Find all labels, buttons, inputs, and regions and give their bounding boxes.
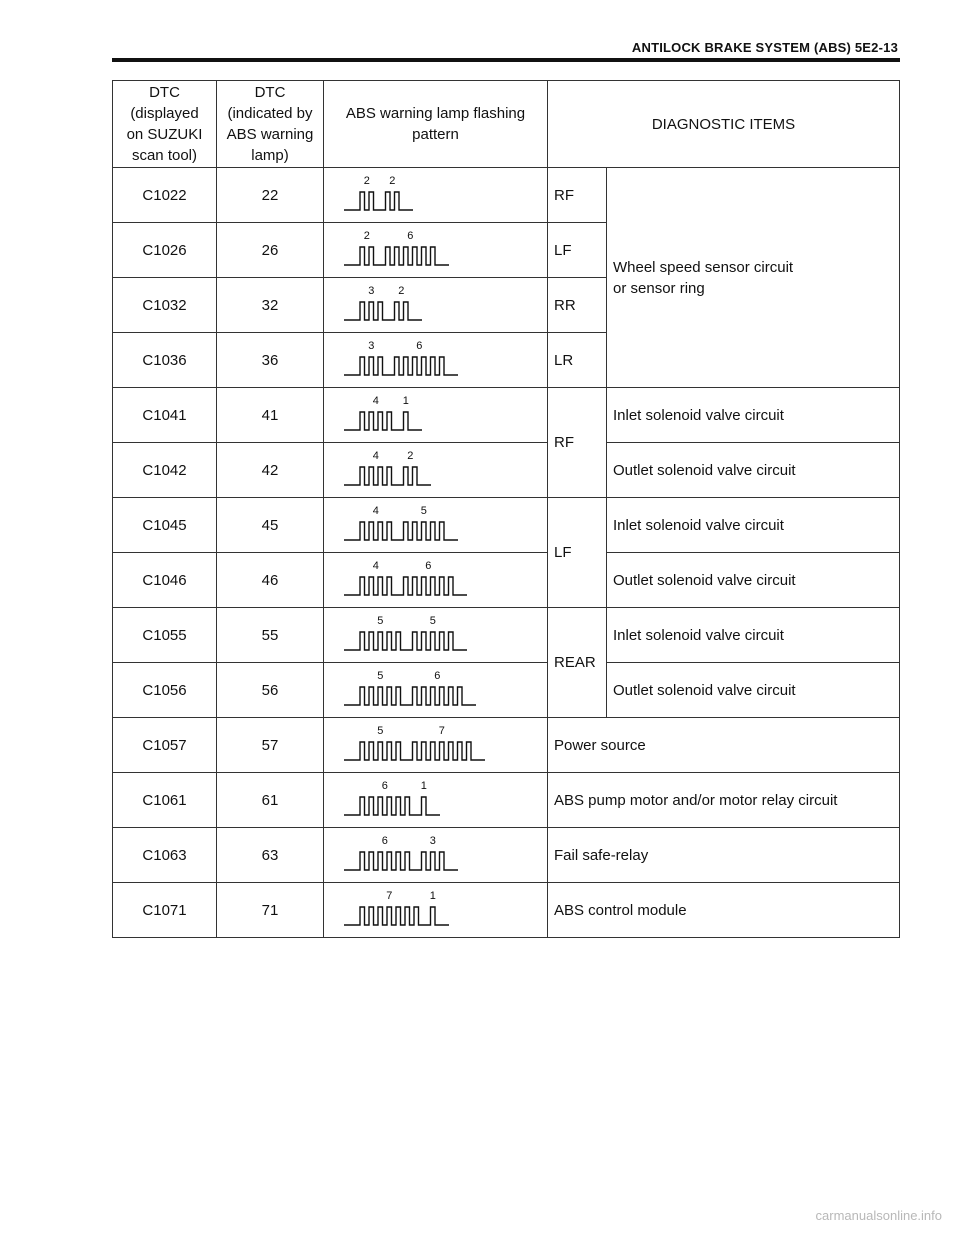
dtc-code-cell: C1063 <box>113 828 217 883</box>
table-row <box>113 553 900 608</box>
tens-digit-label: 4 <box>372 560 379 572</box>
dtc-code-cell: C1036 <box>113 333 217 388</box>
dtc-code-cell: C1071 <box>113 883 217 938</box>
dtc-code-cell: C1055 <box>113 608 217 663</box>
wheel-speed-item-cell: Wheel speed sensor circuit or sensor ring <box>607 168 900 388</box>
flashing-pattern-cell <box>324 443 548 498</box>
ones-digit-label: 6 <box>407 230 414 242</box>
ones-digit-label: 6 <box>434 670 441 682</box>
ones-digit-label: 6 <box>416 340 423 352</box>
ones-digit-label: 2 <box>389 175 396 187</box>
dtc-code-cell: C1046 <box>113 553 217 608</box>
lamp-code-cell: 57 <box>217 718 324 773</box>
flashing-pattern-waveform <box>324 388 548 442</box>
lamp-code-cell: 32 <box>217 278 324 333</box>
tens-digit-label: 5 <box>377 725 384 737</box>
diagnostic-item-cell: Outlet solenoid valve circuit <box>607 443 900 498</box>
ones-digit-label: 6 <box>425 560 432 572</box>
diagnostic-item-cell: Fail safe-relay <box>548 828 900 883</box>
lamp-code-cell: 55 <box>217 608 324 663</box>
tens-digit-label: 2 <box>363 175 370 187</box>
table-header-row <box>113 81 900 168</box>
table-row <box>113 663 900 718</box>
wheel-position-cell: LF <box>548 223 607 278</box>
header-rule <box>112 58 900 62</box>
flashing-pattern-waveform <box>324 553 548 607</box>
flashing-pattern-cell <box>324 828 548 883</box>
ones-digit-label: 5 <box>420 505 427 517</box>
dtc-table <box>112 80 900 938</box>
ones-digit-label: 2 <box>398 285 405 297</box>
lamp-code-cell: 42 <box>217 443 324 498</box>
pulse-train <box>344 357 458 375</box>
tens-digit-label: 3 <box>368 285 375 297</box>
header-dtc-lamp: DTC (indicated by ABS warning lamp) <box>217 81 324 168</box>
ones-digit-label: 1 <box>429 890 436 902</box>
table-row <box>113 168 900 223</box>
flashing-pattern-cell <box>324 278 548 333</box>
diagnostic-item-cell: Inlet solenoid valve circuit <box>607 498 900 553</box>
tens-digit-label: 4 <box>372 395 379 407</box>
flashing-pattern-cell <box>324 388 548 443</box>
lamp-code-cell: 61 <box>217 773 324 828</box>
flashing-pattern-cell <box>324 608 548 663</box>
dtc-code-cell: C1022 <box>113 168 217 223</box>
diagnostic-item-cell: Power source <box>548 718 900 773</box>
ones-digit-label: 3 <box>429 835 436 847</box>
pulse-train <box>344 907 449 925</box>
pulse-train <box>344 467 431 485</box>
pulse-train <box>344 742 485 760</box>
header-flashing-pattern: ABS warning lamp flashing pattern <box>324 81 548 168</box>
dtc-code-cell: C1032 <box>113 278 217 333</box>
ones-digit-label: 5 <box>429 615 436 627</box>
flashing-pattern-cell <box>324 223 548 278</box>
diagnostic-item-cell: Outlet solenoid valve circuit <box>607 553 900 608</box>
tens-digit-label: 6 <box>381 835 388 847</box>
pulse-train <box>344 852 458 870</box>
pulse-train <box>344 302 422 320</box>
tens-digit-label: 7 <box>386 890 393 902</box>
pulse-train <box>344 797 440 815</box>
tens-digit-label: 5 <box>377 615 384 627</box>
flashing-pattern-cell <box>324 333 548 388</box>
page-header-title: ANTILOCK BRAKE SYSTEM (ABS) 5E2-13 <box>631 40 898 55</box>
ones-digit-label: 7 <box>438 725 445 737</box>
lamp-code-cell: 26 <box>217 223 324 278</box>
tens-digit-label: 4 <box>372 450 379 462</box>
group-rear-cell: REAR <box>548 608 607 718</box>
watermark: carmanualsonline.info <box>815 1208 942 1223</box>
flashing-pattern-waveform <box>324 333 548 387</box>
lamp-code-cell: 22 <box>217 168 324 223</box>
diagnostic-item-cell: ABS control module <box>548 883 900 938</box>
ones-digit-label: 1 <box>420 780 427 792</box>
table-row <box>113 498 900 553</box>
lamp-code-cell: 63 <box>217 828 324 883</box>
flashing-pattern-waveform <box>324 718 548 772</box>
lamp-code-cell: 36 <box>217 333 324 388</box>
diagnostic-item-cell: Inlet solenoid valve circuit <box>607 608 900 663</box>
table-row <box>113 828 900 883</box>
flashing-pattern-waveform <box>324 168 548 222</box>
dtc-code-cell: C1056 <box>113 663 217 718</box>
tens-digit-label: 3 <box>368 340 375 352</box>
flashing-pattern-cell <box>324 168 548 223</box>
flashing-pattern-cell <box>324 553 548 608</box>
table-row <box>113 773 900 828</box>
flashing-pattern-cell <box>324 883 548 938</box>
diagnostic-item-cell: Outlet solenoid valve circuit <box>607 663 900 718</box>
tens-digit-label: 6 <box>381 780 388 792</box>
table-row <box>113 608 900 663</box>
table-row <box>113 883 900 938</box>
tens-digit-label: 5 <box>377 670 384 682</box>
flashing-pattern-waveform <box>324 443 548 497</box>
lamp-code-cell: 56 <box>217 663 324 718</box>
flashing-pattern-waveform <box>324 663 548 717</box>
flashing-pattern-cell <box>324 773 548 828</box>
lamp-code-cell: 45 <box>217 498 324 553</box>
flashing-pattern-cell <box>324 718 548 773</box>
wheel-position-cell: RF <box>548 168 607 223</box>
pulse-train <box>344 522 458 540</box>
table-row <box>113 718 900 773</box>
dtc-code-cell: C1026 <box>113 223 217 278</box>
tens-digit-label: 4 <box>372 505 379 517</box>
wheel-position-cell: RR <box>548 278 607 333</box>
pulse-train <box>344 247 449 265</box>
pulse-train <box>344 192 413 210</box>
group-rf-cell: RF <box>548 388 607 498</box>
flashing-pattern-waveform <box>324 608 548 662</box>
wheel-position-cell: LR <box>548 333 607 388</box>
flashing-pattern-waveform <box>324 278 548 332</box>
lamp-code-cell: 71 <box>217 883 324 938</box>
flashing-pattern-waveform <box>324 773 548 827</box>
table-row <box>113 443 900 498</box>
flashing-pattern-waveform <box>324 883 548 937</box>
header-diagnostic-items: DIAGNOSTIC ITEMS <box>548 81 900 168</box>
dtc-code-cell: C1061 <box>113 773 217 828</box>
dtc-code-cell: C1057 <box>113 718 217 773</box>
dtc-code-cell: C1041 <box>113 388 217 443</box>
lamp-code-cell: 46 <box>217 553 324 608</box>
pulse-train <box>344 577 467 595</box>
tens-digit-label: 2 <box>363 230 370 242</box>
ones-digit-label: 2 <box>407 450 414 462</box>
flashing-pattern-waveform <box>324 223 548 277</box>
dtc-code-cell: C1042 <box>113 443 217 498</box>
flashing-pattern-waveform <box>324 498 548 552</box>
diagnostic-item-cell: ABS pump motor and/or motor relay circuit <box>548 773 900 828</box>
table-row <box>113 388 900 443</box>
ones-digit-label: 1 <box>402 395 409 407</box>
flashing-pattern-waveform <box>324 828 548 882</box>
flashing-pattern-cell <box>324 663 548 718</box>
pulse-train <box>344 632 467 650</box>
lamp-code-cell: 41 <box>217 388 324 443</box>
dtc-code-cell: C1045 <box>113 498 217 553</box>
group-lf-cell: LF <box>548 498 607 608</box>
pulse-train <box>344 412 422 430</box>
header-dtc-scan-tool: DTC (displayed on SUZUKI scan tool) <box>113 81 217 168</box>
diagnostic-item-cell: Inlet solenoid valve circuit <box>607 388 900 443</box>
pulse-train <box>344 687 476 705</box>
flashing-pattern-cell <box>324 498 548 553</box>
